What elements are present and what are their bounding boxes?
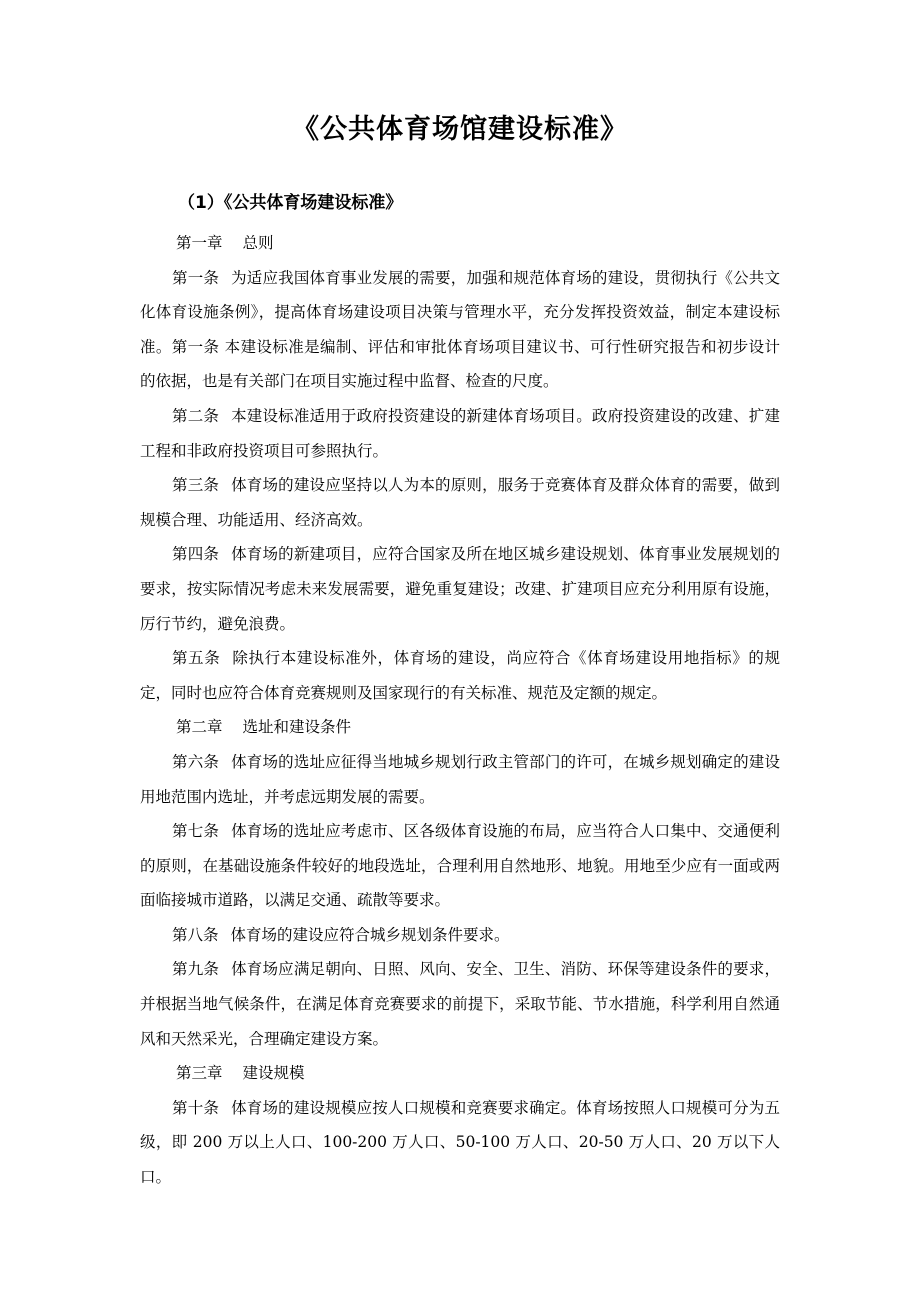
article-text: 体育场的建设应符合城乡规划条件要求。 [230, 925, 510, 944]
document-body [140, 226, 780, 1195]
chapter-heading [140, 710, 780, 745]
article-text: 体育场应满足朝向、日照、风向、安全、卫生、消防、环保等建设条件的要求，并根据当地气候条件，在满足体育竞赛要求的前提下，采取节能、节水措施，科学利用自然通风和天然采光，合理确定建设方案。 [140, 960, 780, 1048]
article-paragraph [140, 1091, 780, 1195]
article-paragraph [140, 261, 780, 399]
article-number: 第八条 [172, 925, 219, 944]
article-number: 第四条 [172, 545, 220, 564]
article-number: 第九条 [172, 960, 220, 979]
article-text: 体育场的选址应考虑市、区各级体育设施的布局，应当符合人口集中、交通便利的原则，在基础设施条件较好的地段选址，合理利用自然地形、地貌。用地至少应有一面或两面临接城市道路，以满足交通、疏散等要求。 [140, 822, 780, 910]
article-number: 第一条 [172, 268, 220, 287]
article-text: 为适应我国体育事业发展的需要，加强和规范体育场的建设，贯彻执行《公共文化体育设施条例》，提高体育场建设项目决策与管理水平，充分发挥投资效益，制定本建设标准。第一条 本建设标准是编制、评估和审批体育场项目建议书、可行性研究报告和初步设计的依据，也是有关部门在项目实施过程中监督、检查的尺度。 [140, 268, 780, 391]
article-text: 体育场的新建项目，应符合国家及所在地区城乡建设规划、体育事业发展规划的要求，按实际情况考虑未来发展需要，避免重复建设；改建、扩建项目应充分利用原有设施，厉行节约，避免浪费。 [140, 545, 780, 633]
article-text: 本建设标准适用于政府投资建设的新建体育场项目。政府投资建设的改建、扩建工程和非政府投资项目可参照执行。 [140, 406, 780, 460]
article-paragraph [140, 537, 780, 641]
article-paragraph [140, 814, 780, 918]
article-paragraph [140, 468, 780, 537]
article-paragraph [140, 399, 780, 468]
chapter-heading [140, 226, 780, 261]
chapter-heading [140, 1056, 780, 1091]
chapter-number: 第一章 [176, 234, 223, 252]
article-paragraph [140, 952, 780, 1056]
article-number: 第十条 [172, 1098, 220, 1117]
chapter-title: 总则 [242, 234, 274, 252]
article-number: 第三条 [172, 476, 220, 495]
article-text: 除执行本建设标准外，体育场的建设，尚应符合《体育场建设用地指标》的规定，同时也应符合体育竞赛规则及国家现行的有关标准、规范及定额的规定。 [140, 649, 780, 702]
article-text: 体育场的建设应坚持以人为本的原则，服务于竞赛体育及群众体育的需要，做到规模合理、功能适用、经济高效。 [140, 476, 780, 529]
article-number: 第五条 [172, 649, 221, 668]
chapter-number: 第二章 [176, 718, 223, 737]
article-paragraph [140, 918, 780, 953]
article-number: 第七条 [172, 822, 220, 841]
article-number: 第六条 [172, 752, 220, 771]
article-text: 体育场的选址应征得当地城乡规划行政主管部门的许可，在城乡规划确定的建设用地范围内选址，并考虑远期发展的需要。 [140, 752, 780, 806]
chapter-title: 选址和建设条件 [242, 718, 352, 737]
section-heading: （1）《公共体育场建设标准》 [178, 193, 403, 213]
document-title: 《公共体育场馆建设标准》 [292, 114, 628, 145]
article-paragraph [140, 641, 780, 710]
chapter-number: 第三章 [176, 1064, 223, 1083]
article-text: 体育场的建设规模应按人口规模和竞赛要求确定。体育场按照人口规模可分为五级，即 200 万以上人口、100-200 万人口、50-100 万人口、20-50 万人口、20 万以下人口。 [140, 1098, 780, 1187]
chapter-title: 建设规模 [242, 1064, 305, 1083]
article-paragraph [140, 745, 780, 814]
article-number: 第二条 [172, 406, 220, 425]
